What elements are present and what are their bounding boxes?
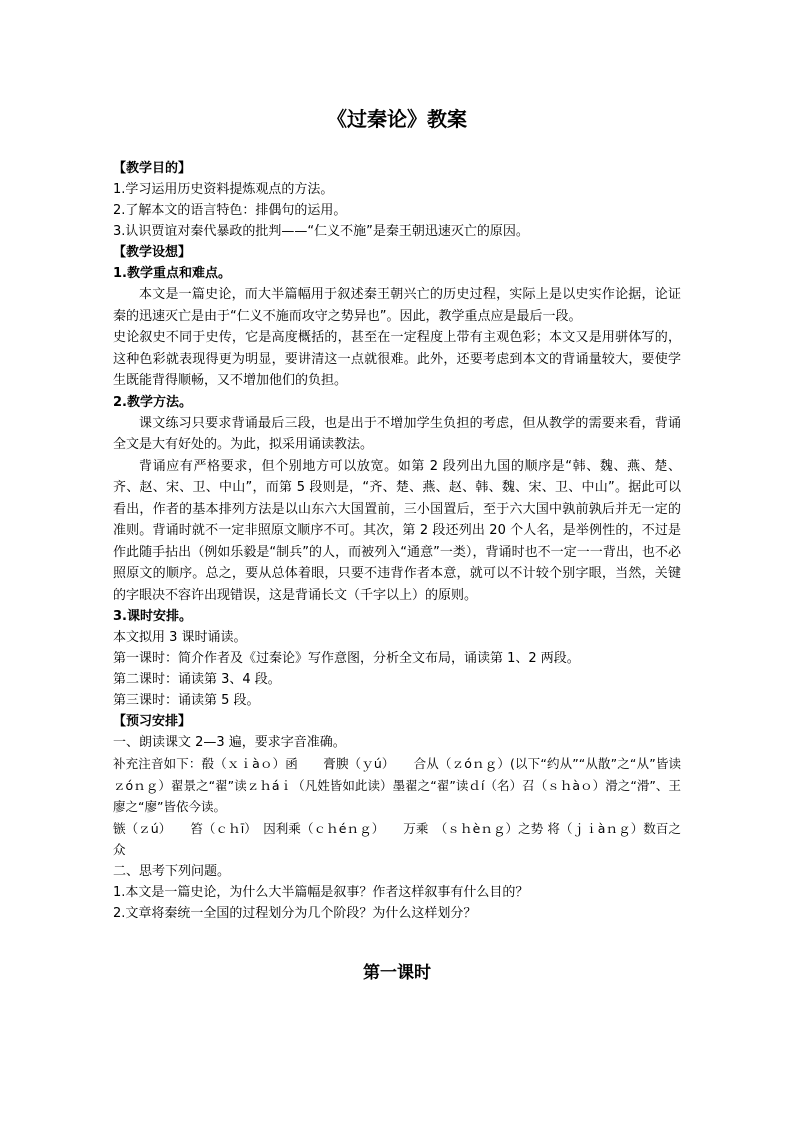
document-title: 《过秦论》教案 [327,107,467,131]
section-heading-objectives: 【教学目的】 [113,161,192,176]
schedule-line: 第三课时：诵读第 5 段。 [113,693,260,708]
preview-line: 一、朗读课文 2—3 遍，要求字音准确。 [113,735,346,750]
schedule-line: 第一课时：简介作者及《过秦论》写作意图，分析全文布局，诵读第 1、2 两段。 [113,651,580,666]
subheading-schedule: 3.课时安排。 [113,609,192,624]
objective-item: 2.了解本文的语言特色：排偶句的运用。 [113,203,347,218]
paragraph: 课文练习只要求背诵最后三段，也是出于不增加学生负担的考虑，但从教学的需要来看，背诵全文是大有好处的。为此，拟采用诵读教法。 [113,415,681,452]
schedule-line: 本文拟用 3 课时诵读。 [113,630,247,645]
subheading-method: 2.教学方法。 [113,394,192,410]
objective-item: 3.认识贾谊对秦代暴政的批判——“仁义不施”是秦王朝迅速灭亡的原因。 [113,224,529,239]
lesson-heading: 第一课时 [363,963,431,983]
document-body [113,158,681,924]
question-item: 2.文章将秦统一全国的过程划分为几个阶段？为什么这样划分？ [113,905,477,921]
preview-line: 二、思考下列问题。 [113,863,231,879]
objective-item: 1.学习运用历史资料提炼观点的方法。 [113,182,334,197]
section-heading-preview: 【预习安排】 [113,714,192,729]
paragraph: 本文是一篇史论，而大半篇幅用于叙述秦王朝兴亡的历史过程，实际上是以史实作论据，论证秦的迅速灭亡是由于“仁义不施而攻守之势异也”。因此，教学重点应是最后一段。 [113,287,681,324]
paragraph: 背诵应有严格要求，但个别地方可以放宽。如第 2 段列出九国的顺序是“韩、魏、燕、楚、齐、赵、宋、卫、中山”，而第 5 段则是，“齐、楚、燕、赵、韩、魏、宋、卫、中山”。据此可以看出，作者的基本排列方法是以山东六大国置前，三小国置后，至于六大国中孰前孰后并无一定的准则。背诵时就不一定非照原文顺序不可。其次，第 2 段还列出 20 个人名，是举例性的，不过是作此随手拈出（例如乐毅是“制兵”的人，而被列入“通意”一类），背诵时也不一定一一背出，也不必照原文的顺序。总之，要从总体着眼，只要不违背作者本意，就可以不计较个别字眼，当然，关键的字眼决不容许出现错误，这是背诵长文（千字以上）的原则。 [113,458,681,603]
paragraph: 史论叙史不同于史传，它是高度概括的，甚至在一定程度上带有主观色彩；本文又是用骈体写的，这种色彩就表现得更为明显，要讲清这一点就很难。此外，还要考虑到本文的背诵量较大，要使学生既能背得顺畅，又不增加他们的负担。 [113,330,681,388]
section-heading-design: 【教学设想】 [113,245,192,260]
schedule-line: 第二课时：诵读第 3、4 段。 [113,672,281,687]
subheading-key-points: 1.教学重点和难点。 [113,266,231,281]
pronunciation-notes: 镞（ｚú） 笞（ｃｈī） 因利乘（ｃｈéｎｇ） 万乘 （ｓｈèｎｇ）之势 将（ｊｉàｎｇ）数百之众 [113,820,681,857]
question-item: 1.本文是一篇史论，为什么大半篇幅是叙事？作者这样叙事有什么目的？ [113,884,529,900]
pronunciation-notes: 补充注音如下：殽（ｘｉàｏ）函 膏腴（ｙú） 合从（ｚóｎｇ）(以下“约从”“从散”之“从”皆读ｚóｎｇ）翟景之“翟”读ｚｈáｉ（凡姓皆如此读）墨翟之“翟”读ｄí（名）召（ｓｈàｏ）滑之“滑”、王廖之“廖”皆依今读。 [113,756,681,814]
